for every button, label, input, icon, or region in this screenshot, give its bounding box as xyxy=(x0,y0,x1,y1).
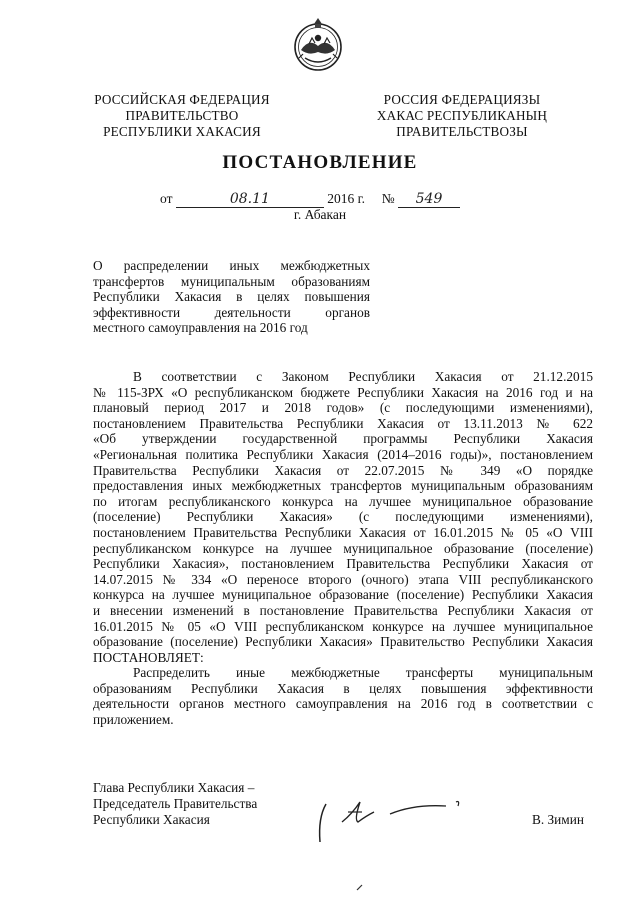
body-line: 14.07.2015 № 334 «О переносе второго (очного) этапа VIII республиканского xyxy=(93,571,593,587)
signatory-line: Председатель Правительства xyxy=(93,796,258,811)
body-line: «Региональная политика Республики Хакасия (2014–2016 годы)», постановлением xyxy=(93,446,593,462)
body-line: постановлением Правительства Республики Хакасия от 16.01.2015 № 05 «О VIII xyxy=(93,524,593,540)
body-line: плановый период 2017 и 2018 годов» (с последующими изменениями), xyxy=(93,400,593,416)
date-field: 08.11 xyxy=(176,191,324,208)
signatory-line: Глава Республики Хакасия – xyxy=(93,780,255,795)
body-line: Республики Хакасия», постановлением Правительства Республики Хакасия от xyxy=(93,556,593,572)
coat-of-arms-emblem xyxy=(291,14,345,72)
pen-mark xyxy=(355,882,365,892)
subject-line: эффективности деятельности органов xyxy=(93,304,370,320)
header-left-line-1: РОССИЙСКАЯ ФЕДЕРАЦИЯ xyxy=(94,92,270,107)
city-line: г. Абакан xyxy=(293,207,347,222)
subject-line: трансфертов муниципальным образованиям xyxy=(93,273,370,289)
body-line: «Об утверждении государственной программы Республики Хакасия xyxy=(93,431,593,447)
number-field: 549 xyxy=(398,191,460,208)
document-title: ПОСТАНОВЛЕНИЕ xyxy=(222,152,418,173)
date-year: 2016 г. xyxy=(327,191,365,206)
body-line: Правительства Республики Хакасия от 22.07.2015 № 349 «О порядке xyxy=(93,462,593,478)
body-line: В соответствии с Законом Республики Хакасия от 21.12.2015 xyxy=(133,369,593,384)
subject-line: О распределении иных межбюджетных xyxy=(93,258,370,273)
header-left-line-3: РЕСПУБЛИКИ ХАКАСИЯ xyxy=(103,124,261,139)
body-line: ПОСТАНОВЛЯЕТ: xyxy=(93,649,204,665)
date-line xyxy=(160,191,460,208)
header-right-block xyxy=(358,92,566,140)
body-line: № 115-ЗРХ «О республиканском бюджете Республики Хакасия на 2016 год и на xyxy=(93,384,593,400)
subject-block xyxy=(93,258,370,336)
body-line: образование (поселение) Республики Хакасия» Правительство Республики Хакасия xyxy=(93,634,593,650)
header-right-line-1: РОССИЯ ФЕДЕРАЦИЯЗЫ xyxy=(383,92,541,107)
body-line: образованиям Республики Хакасия в целях повышения эффективности xyxy=(93,680,593,696)
body-line: деятельности органов местного самоуправления на 2016 год в соответствии с xyxy=(93,696,593,712)
handwritten-signature xyxy=(312,790,472,850)
body-text xyxy=(93,369,593,728)
body-line: (поселение) Республики Хакасия» (с последующими изменениями), xyxy=(93,509,593,525)
body-line: предоставления иных межбюджетных трансфертов муниципальным образованиям xyxy=(93,478,593,494)
body-line: республиканском конкурсе на лучшее муниципальное образование (поселение) xyxy=(93,540,593,556)
signatory-position xyxy=(93,780,257,828)
signatory-name: В. Зимин xyxy=(532,812,584,827)
body-line: и внесении изменений в постановление Правительства Республики Хакасия от xyxy=(93,602,593,618)
header-left-block xyxy=(82,92,282,140)
body-line: приложением. xyxy=(93,712,174,728)
header-right-line-3: ПРАВИТЕЛЬСТВОЗЫ xyxy=(396,124,528,139)
body-line: Распределить иные межбюджетные трансферты муниципальным xyxy=(133,665,593,681)
body-line: по итогам республиканского конкурса на лучшее муниципальное образование xyxy=(93,493,593,509)
date-prefix: от xyxy=(160,191,173,206)
subject-line: Республики Хакасия в целях повышения xyxy=(93,289,370,305)
body-line: конкурса на лучшее муниципальное образование (поселение) Республики Хакасия xyxy=(93,587,593,603)
number-sign: № xyxy=(381,191,395,206)
header-right-line-2: ХАКАС РЕСПУБЛИКАНЫҢ xyxy=(376,108,548,123)
body-line: 16.01.2015 № 05 «О VIII республиканском конкурсе на лучшее муниципальное xyxy=(93,618,593,634)
signatory-line: Республики Хакасия xyxy=(93,812,210,827)
header-left-line-2: ПРАВИТЕЛЬСТВО xyxy=(125,108,239,123)
subject-line: местного самоуправления на 2016 год xyxy=(93,320,308,336)
body-line: постановлением Правительства Республики Хакасия от 13.11.2013 № 622 xyxy=(93,415,593,431)
